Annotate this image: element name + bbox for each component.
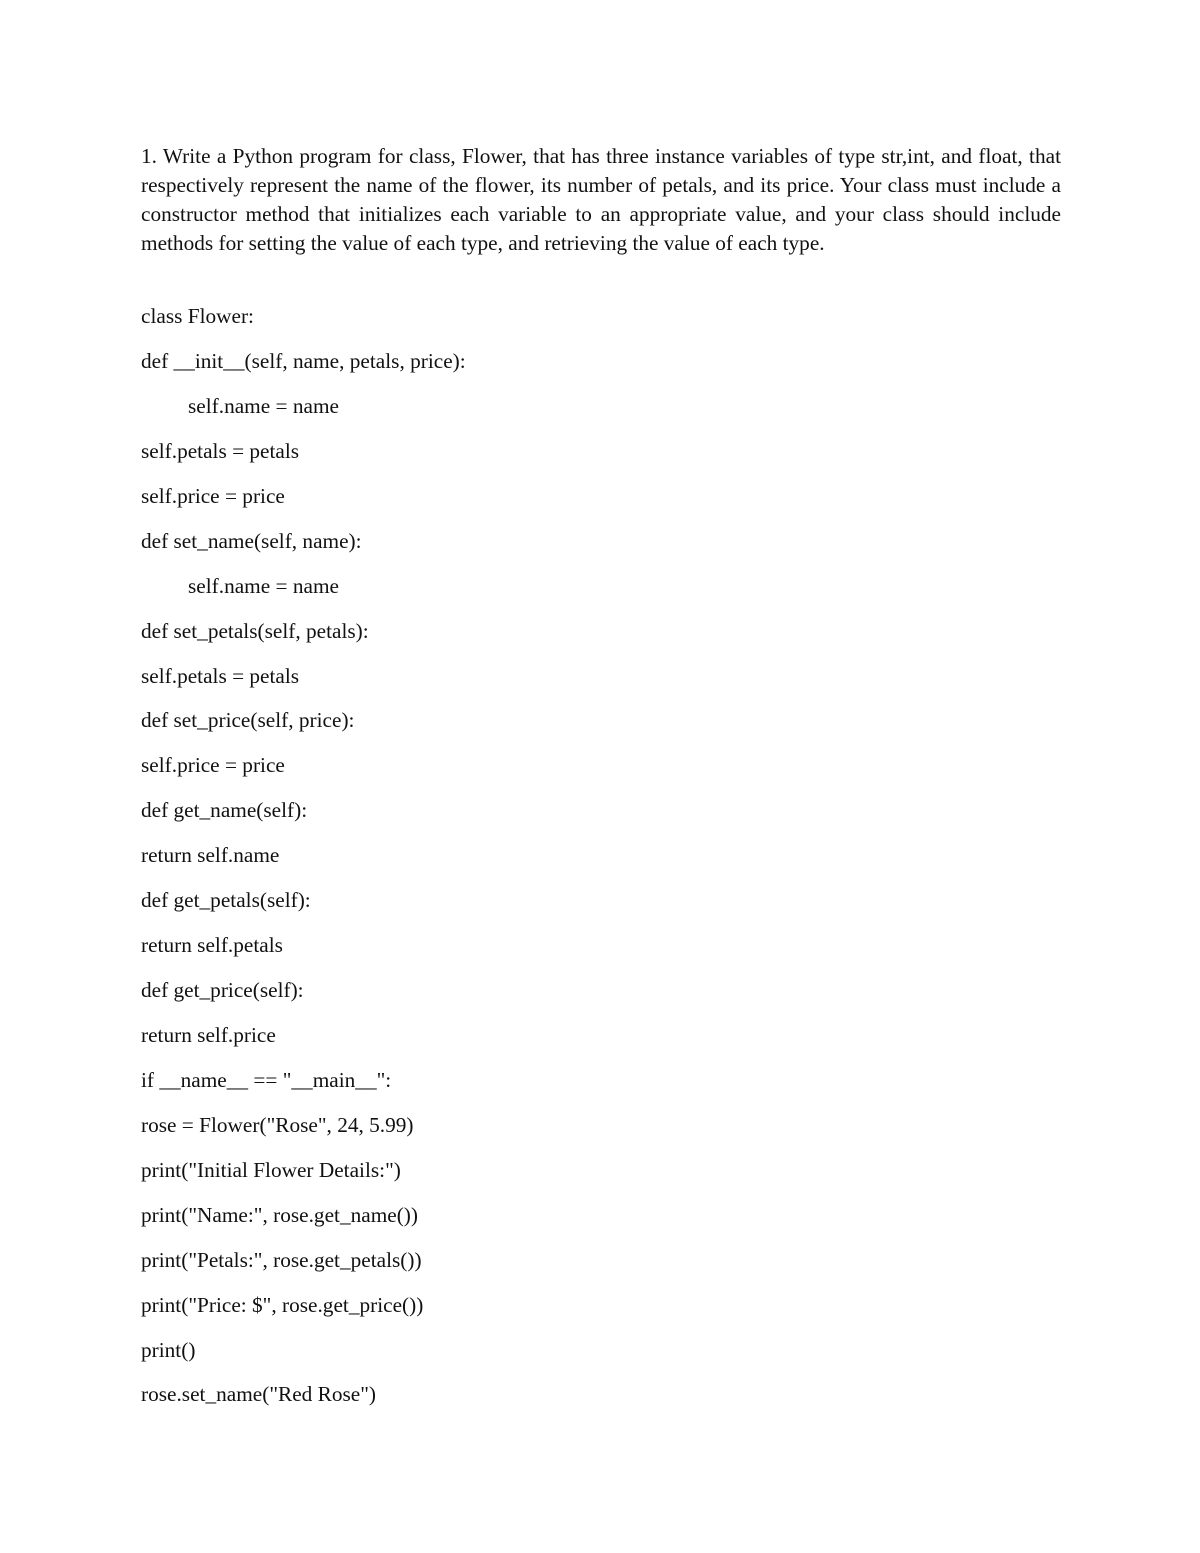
code-line-print-price: print("Price: $", rose.get_price())	[141, 1293, 424, 1317]
code-line-set-price-body: self.price = price	[141, 753, 285, 777]
code-line-set-petals-def: def set_petals(self, petals):	[141, 619, 369, 643]
code-line-get-name-return: return self.name	[141, 843, 280, 867]
code-line-print-empty: print()	[141, 1338, 196, 1362]
question-text: 1. Write a Python program for class, Flower, that has three instance variables of type str,int, and float, that respectively represent the name of the flower, its number of petals, and its price. Your class must include a constructor method that initializes each variable to an appropriate value, and your class should include methods for setting the value of each type, and retrieving the value of each type.	[141, 144, 1061, 255]
code-line-get-petals-return: return self.petals	[141, 933, 283, 957]
code-line-init-price: self.price = price	[141, 484, 285, 508]
code-line-get-name-def: def get_name(self):	[141, 798, 308, 822]
code-line-set-petals-body: self.petals = petals	[141, 664, 300, 688]
code-line-set-name-def: def set_name(self, name):	[141, 529, 362, 553]
code-line-set-name-call: rose.set_name("Red Rose")	[141, 1382, 377, 1406]
code-line-main-guard: if __name__ == "__main__":	[141, 1068, 392, 1092]
code-line-get-petals-def: def get_petals(self):	[141, 888, 311, 912]
code-line-class: class Flower:	[141, 304, 254, 328]
code-line-get-price-return: return self.price	[141, 1023, 276, 1047]
code-line-print-petals: print("Petals:", rose.get_petals())	[141, 1248, 422, 1272]
code-line-print-header: print("Initial Flower Details:")	[141, 1158, 401, 1182]
code-line-init-petals: self.petals = petals	[141, 439, 300, 463]
code-line-set-name-body: self.name = name	[188, 574, 339, 598]
code-line-get-price-def: def get_price(self):	[141, 978, 304, 1002]
code-line-set-price-def: def set_price(self, price):	[141, 708, 355, 732]
code-line-init-name: self.name = name	[188, 394, 339, 418]
code-line-init-def: def __init__(self, name, petals, price):	[141, 349, 466, 373]
code-line-rose-instance: rose = Flower("Rose", 24, 5.99)	[141, 1113, 414, 1137]
code-line-print-name: print("Name:", rose.get_name())	[141, 1203, 418, 1227]
